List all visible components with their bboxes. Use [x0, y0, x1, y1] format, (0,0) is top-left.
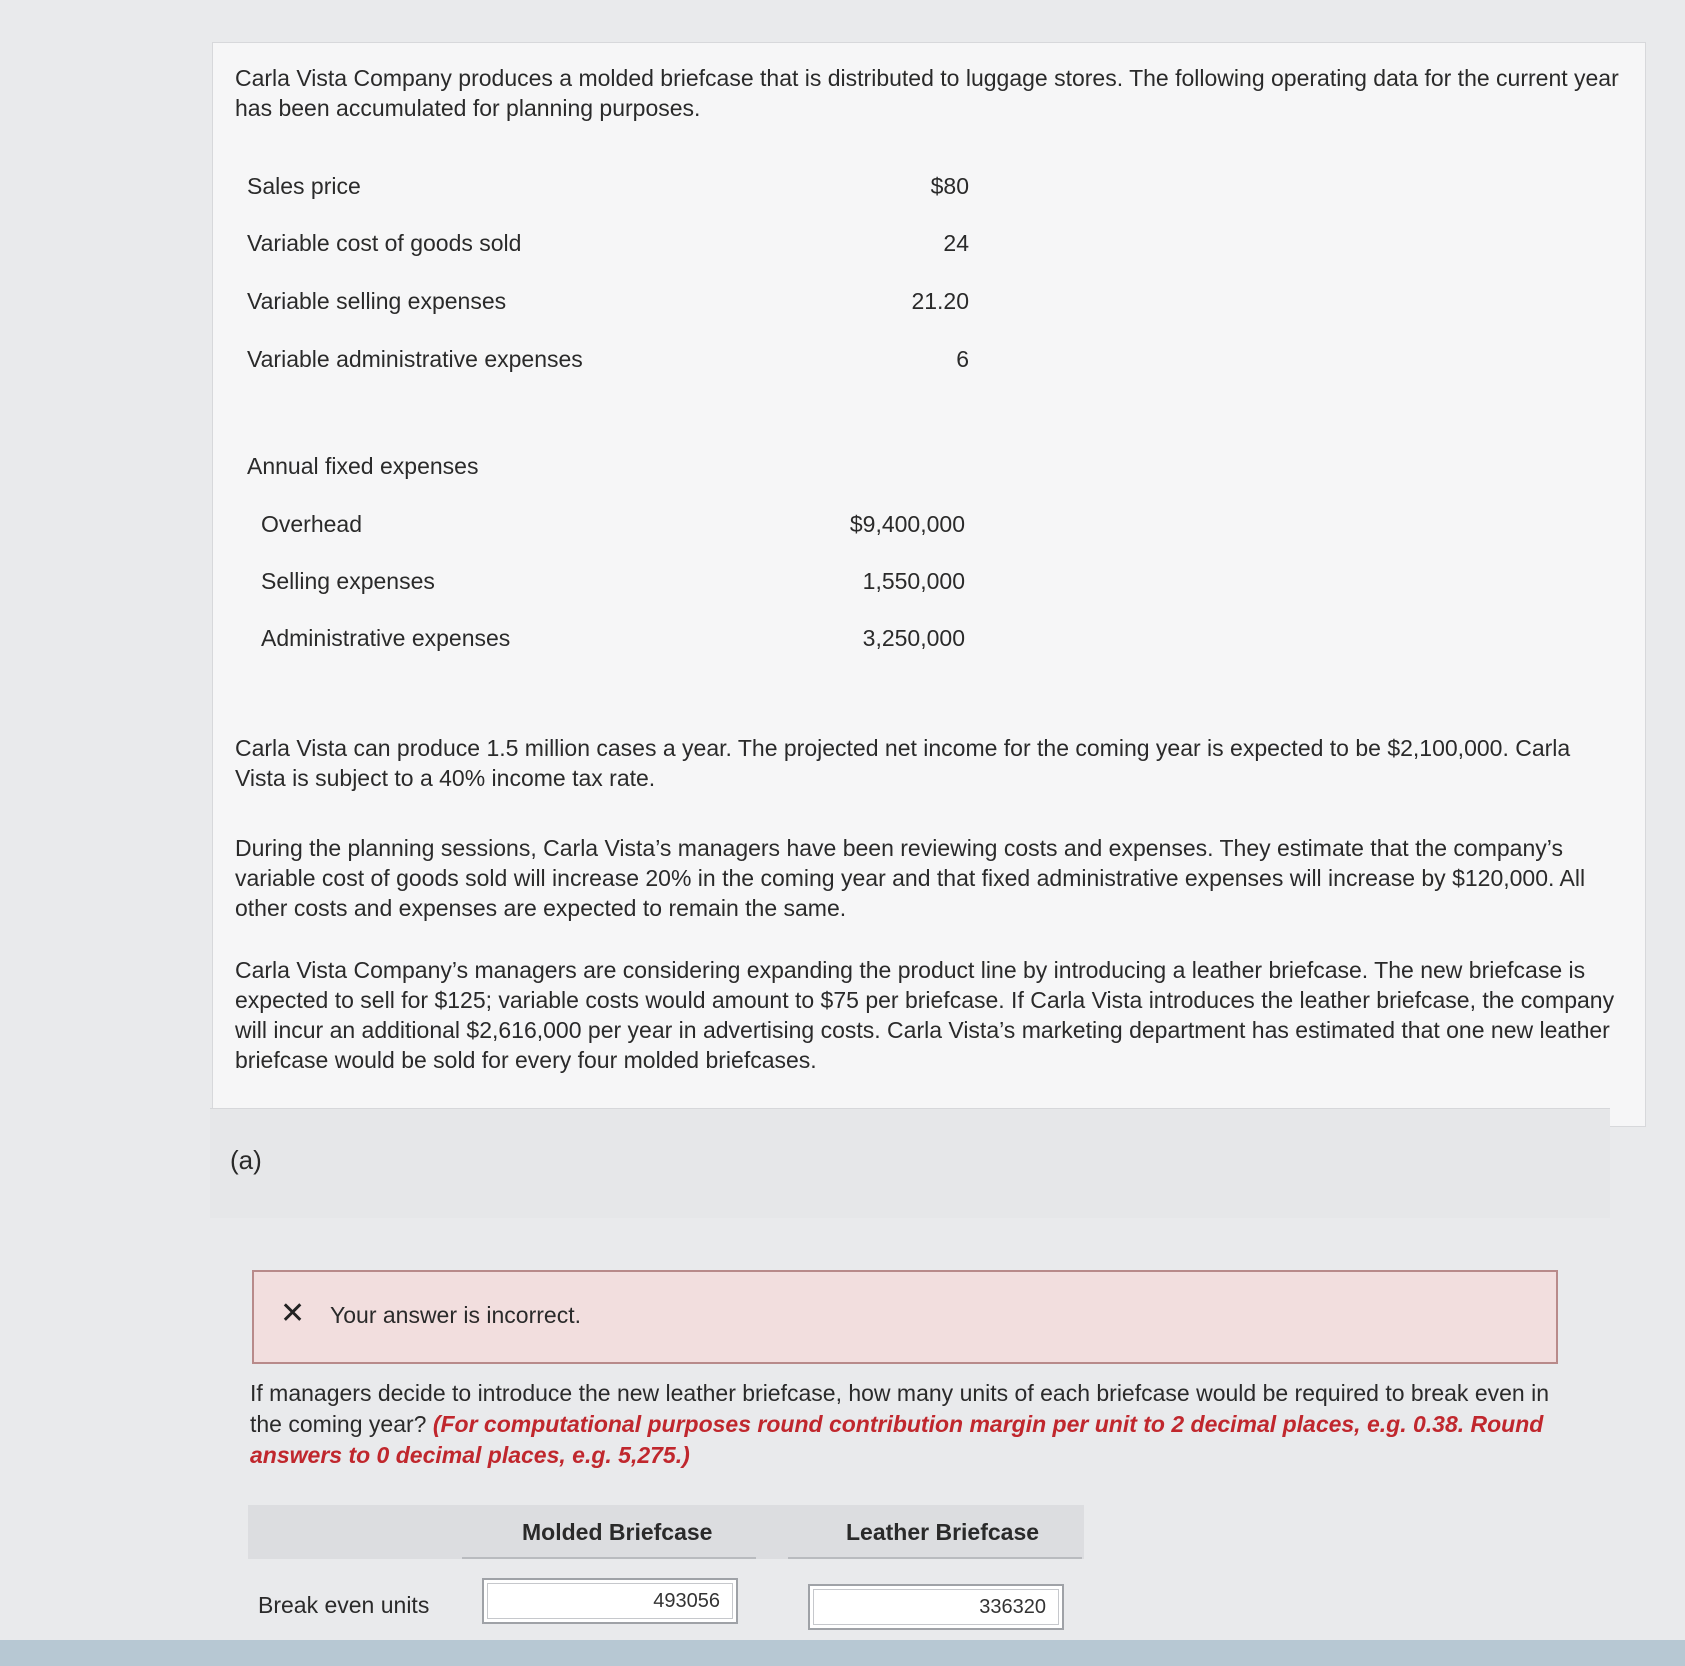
column-header-molded: Molded Briefcase [522, 1519, 713, 1545]
problem-panel [212, 42, 1646, 1127]
row-label: Variable cost of goods sold [247, 230, 522, 256]
row-value: 6 [956, 346, 969, 372]
question-text [250, 1378, 1550, 1471]
paragraph-capacity: Carla Vista can produce 1.5 million cases a year. The projected net income for the coming year is expected to be $2,100,000. Carla Vista is subject to a 40% income tax rate. [235, 735, 1571, 791]
row-label: Variable selling expenses [247, 288, 507, 314]
row-label: Variable administrative expenses [247, 346, 583, 372]
answer-table-header [248, 1505, 1084, 1559]
paragraph-expansion: Carla Vista Company’s managers are considering expanding the product line by introducing a leather briefcase. The new briefcase is expected to sell for $125; variable costs would amount to $75 per briefcase. If Carla Vista introduces the leather briefcase, the company will incur an additional $2,616,000 per year in advertising costs. Carla Vista’s marketing department has estimated that one new leather briefcase would be sold for every four molded briefcases. [235, 957, 1615, 1073]
row-value: $9,400,000 [849, 511, 965, 537]
row-label: Administrative expenses [261, 625, 511, 651]
row-value: 1,550,000 [862, 568, 965, 594]
feedback-alert [252, 1270, 1558, 1364]
column-header-leather: Leather Briefcase [846, 1519, 1040, 1545]
row-value: $80 [930, 173, 969, 199]
row-value: 24 [943, 230, 969, 256]
row-label: Selling expenses [261, 568, 435, 594]
leather-break-even-input[interactable] [808, 1584, 1064, 1630]
part-label: (a) [230, 1145, 262, 1175]
row-label: Overhead [261, 511, 363, 537]
row-label: Sales price [247, 173, 361, 199]
part-header [210, 1108, 1610, 1218]
molded-break-even-input[interactable] [482, 1578, 738, 1624]
row-value: 21.20 [911, 288, 969, 314]
row-label-break-even: Break even units [258, 1592, 430, 1618]
paragraph-planning: During the planning sessions, Carla Vista’s managers have been reviewing costs and expenses. They estimate that the company’s variable cost of goods sold will increase 20% in the coming year and that fixed administrative expenses will increase by $120,000. All other costs and expenses are expected to remain the same. [235, 835, 1586, 921]
question-body: If managers decide to introduce the new leather briefcase, how many units of each briefcase would be required to break even in the coming year? [250, 1380, 1549, 1437]
problem-intro: Carla Vista Company produces a molded briefcase that is distributed to luggage stores. The following operating data for the current year has been accumulated for planning purposes. [235, 65, 1619, 121]
row-value: 3,250,000 [862, 625, 965, 651]
feedback-text: Your answer is incorrect. [330, 1302, 581, 1328]
close-x-icon: ✕ [280, 1297, 306, 1330]
question-instruction: (For computational purposes round contribution margin per unit to 2 decimal places, e.g. 0.38. Round answers to 0 decimal places, e.g. 5,275.) [250, 1411, 1544, 1468]
header-underline [462, 1557, 756, 1559]
bottom-strip [0, 1640, 1685, 1666]
fixed-heading: Annual fixed expenses [247, 453, 479, 479]
header-underline [788, 1557, 1082, 1559]
